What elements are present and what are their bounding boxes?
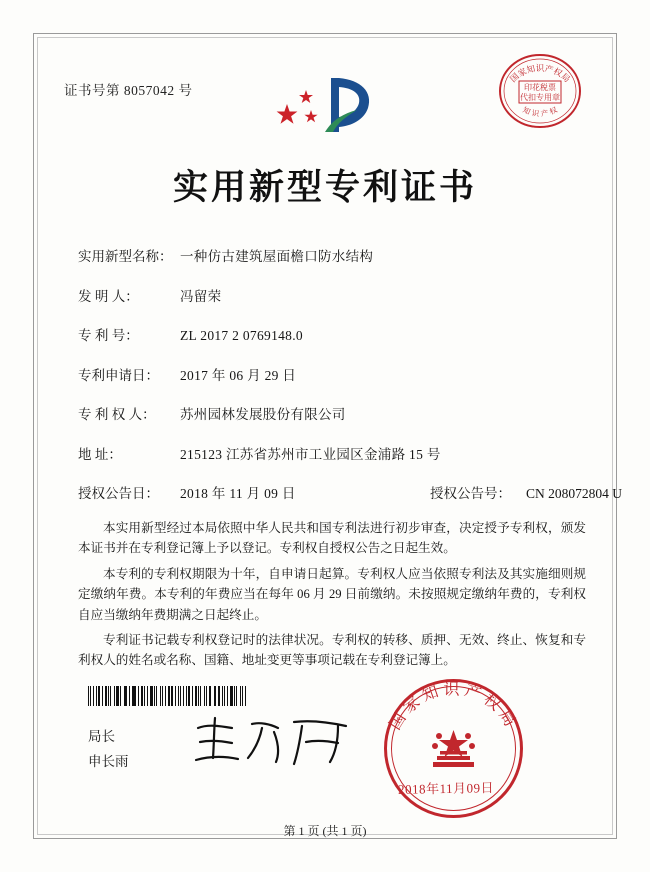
field-row-address [78,443,590,463]
field-label-grant-date: 授权公告日： [78,486,159,501]
signature-name-label: 申长雨 [88,753,129,769]
seal-date: 2018年11月09日 [397,780,495,797]
field-value: 苏州园林发展股份有限公司 [180,407,346,422]
field-row-grant [78,482,623,502]
patent-office-logo [265,70,385,138]
handwritten-signature [190,712,355,772]
field-value-grant-number: CN 208072804 U [526,486,623,501]
page-footer: 第 1 页 (共 1 页) [283,824,367,838]
field-label: 发 明 人： [78,288,139,304]
field-row-application-date [78,364,590,384]
svg-text:知 识 产 权: 知 识 产 权 [521,105,559,119]
svg-text:国家知识产权局: 国家知识产权局 [385,679,522,734]
field-value: 冯留荣 [180,288,222,304]
svg-text:国家知识产权局: 国家知识产权局 [508,64,572,85]
tax-stamp-seal [497,48,583,134]
field-row-inventor [78,285,590,305]
field-row-name [78,245,590,265]
field-value: 215123 江苏省苏州市工业园区金浦路 15 号 [180,446,441,462]
field-value-grant-date: 2018 年 11 月 09 日 [180,486,296,501]
svg-text:代扣专用章: 代扣专用章 [520,93,560,102]
signature-role-label: 局长 [88,729,115,744]
barcode [88,686,248,706]
field-label: 专利申请日： [78,367,159,383]
field-label: 专 利 号： [78,328,139,343]
field-value: 一种仿古建筑屋面檐口防水结构 [180,249,374,264]
paragraph-3: 专利证书记载专利权登记时的法律状况。专利权的转移、质押、无效、终止、恢复和专利权人的姓名或名称、国籍、地址变更等事项记载在专利登记簿上。 [78,632,586,668]
paragraph-2: 本专利的专利权期限为十年，自申请日起算。专利权人应当依照专利法及其实施细则规定缴纳年费。本专利的年费应当在每年 06 月 29 日前缴纳。未按照规定缴纳年费的，专利权自应当缴纳年费期满之日起终止。 [78,566,586,622]
certificate-number: 证书号第 8057042 号 [64,83,193,98]
field-label-grant-number: 授权公告号： [430,486,511,501]
field-value: ZL 2017 2 0769148.0 [180,328,303,343]
svg-text:印花税票: 印花税票 [524,83,556,92]
field-value: 2017 年 06 月 29 日 [180,367,297,383]
field-row-patent-number [78,324,590,344]
signature-block [88,725,129,775]
national-emblem-seal [381,676,526,821]
field-row-patentee [78,403,590,423]
paragraph-1: 本实用新型经过本局依照中华人民共和国专利法进行初步审查，决定授予专利权，颁发本证书并在专利登记簿上予以登记。专利权自授权公告之日起生效。 [78,521,586,556]
field-label: 实用新型名称： [78,249,173,264]
document-title: 实用新型专利证书 [172,168,477,208]
field-label: 地 址： [78,446,122,462]
legal-text-block [78,518,586,676]
field-list [78,245,623,522]
field-label: 专 利 权 人： [78,407,156,422]
